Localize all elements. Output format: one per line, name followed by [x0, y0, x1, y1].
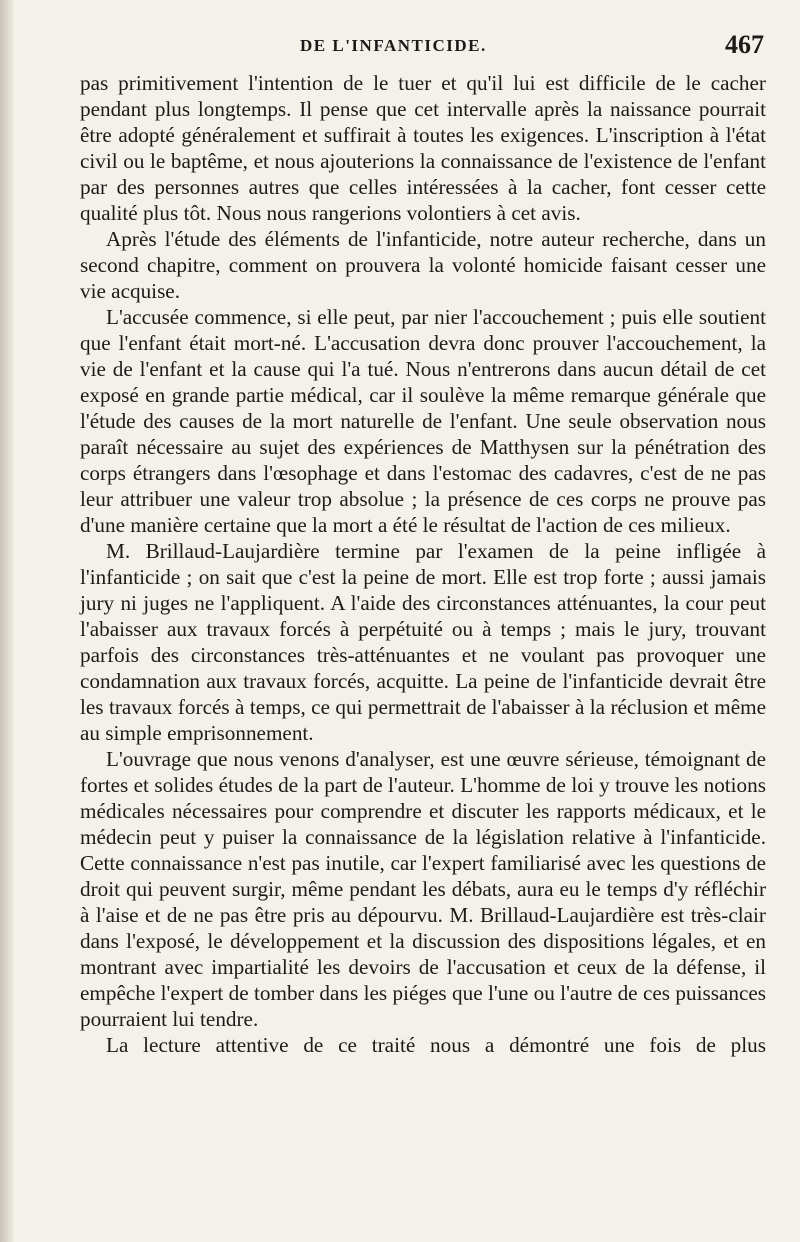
running-header [80, 30, 766, 70]
page-binding-shadow [0, 0, 14, 1242]
body-text [80, 70, 766, 1058]
paragraph-continues: La lecture attentive de ce traité nous a démontré une fois de plus [106, 1033, 766, 1057]
paragraph: L'accusée commence, si elle peut, par nier l'accouchement ; puis elle soutient que l'enfant était mort-né. L'accusation devra donc prouver l'accouchement, la vie de l'enfant et la cause qui l'a tué. Nous n'entrerons dans aucun détail de cet exposé en grande partie médical, car il soulève la même remarque générale que l'étude des causes de la mort naturelle de l'enfant. Une seule observation nous paraît nécessaire au sujet des expériences de Matthysen sur la pénétration des corps étrangers dans l'œsophage et dans l'estomac des cadavres, c'est de ne pas leur attribuer une valeur trop absolue ; la présence de ces corps ne prouve pas d'une manière certaine que la mort a été le résultat de l'action de ces milieux. [80, 305, 766, 537]
paragraph: Après l'étude des éléments de l'infanticide, notre auteur recherche, dans un second chapitre, comment on prouvera la volonté homicide faisant cesser une vie acquise. [80, 227, 766, 303]
paragraph: L'ouvrage que nous venons d'analyser, est une œuvre sérieuse, témoignant de fortes et solides études de la part de l'auteur. L'homme de loi y trouve les notions médicales nécessaires pour comprendre et discuter les rapports médicaux, et le médecin peut y puiser la connaissance de la législation relative à l'infanticide. Cette connaissance n'est pas inutile, car l'expert familiarisé avec les questions de droit qui peuvent surgir, même pendant les débats, aura eu le temps d'y réfléchir à l'aise et de ne pas être pris au dépourvu. M. Brillaud-Laujardière est très-clair dans l'exposé, le développement et la discussion des dispositions légales, et en montrant avec impartialité les devoirs de l'accusation et ceux de la défense, il empêche l'expert de tomber dans les piéges que l'une ou l'autre de ces puissances pourraient lui tendre. [80, 747, 766, 1031]
paragraph: M. Brillaud-Laujardière termine par l'examen de la peine infligée à l'infanticide ; on sait que c'est la peine de mort. Elle est trop forte ; aussi jamais jury ni juges ne l'appliquent. A l'aide des circonstances atténuantes, la cour peut l'abaisser aux travaux forcés à perpétuité ou à temps ; mais le jury, trouvant parfois des circonstances très-atténuantes et ne voulant pas provoquer une condamnation aux travaux forcés, acquitte. La peine de l'infanticide devrait être les travaux forcés à temps, ce qui permettrait de l'abaisser à la réclusion et même au simple emprisonnement. [80, 539, 766, 745]
running-title: DE L'INFANTICIDE. [300, 36, 487, 55]
paragraph-continued: pas primitivement l'intention de le tuer et qu'il lui est difficile de le cacher pendant plus longtemps. Il pense que cet intervalle après la naissance pourrait être adopté généralement et suffirait à toutes les exigences. L'inscription à l'état civil ou le baptême, et nous ajouterions la connaissance de l'existence de l'enfant par des personnes autres que celles intéressées à la cacher, font cesser cette qualité plus tôt. Nous nous rangerions volontiers à cet avis. [80, 71, 766, 225]
page-number: 467 [725, 30, 764, 59]
